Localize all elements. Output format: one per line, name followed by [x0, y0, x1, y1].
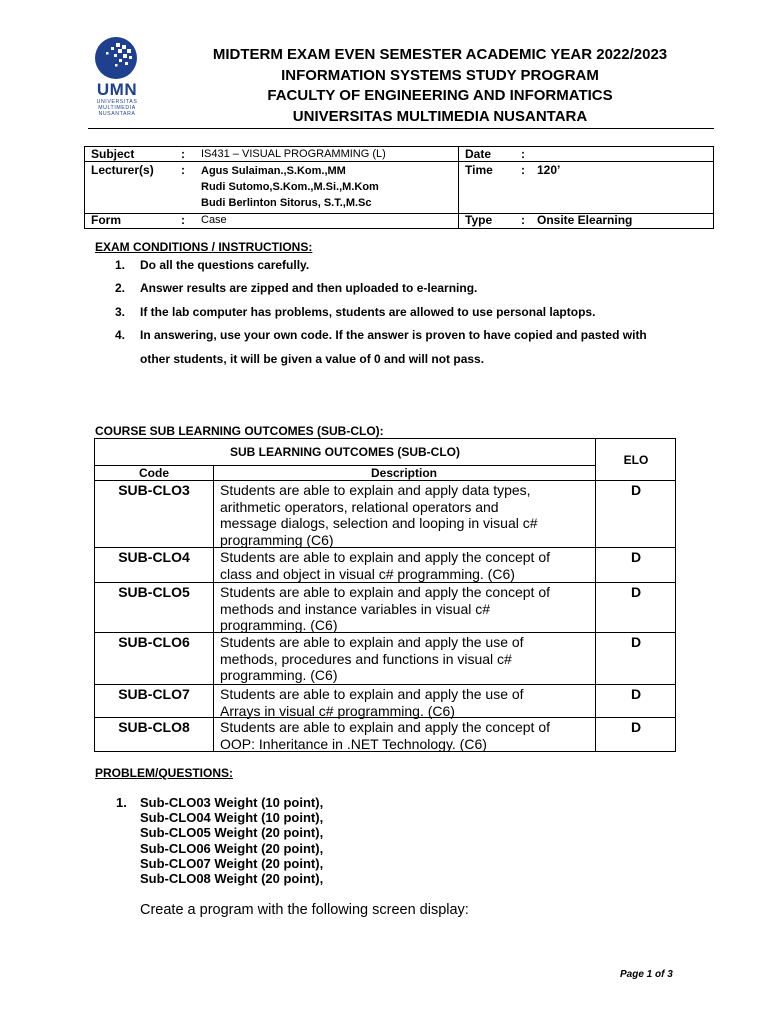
clo-description: Students are able to explain and apply the use of Arrays in visual c# programming. (C6): [220, 686, 524, 719]
info-column-divider: [458, 147, 459, 228]
clo-row-divider: [95, 582, 675, 583]
weight-line: Sub-CLO05 Weight (20 point),: [140, 825, 324, 840]
clo-heading: COURSE SUB LEARNING OUTCOMES (SUB-CLO):: [95, 424, 384, 438]
umn-logo: [88, 36, 146, 120]
time-label: Time: [465, 163, 493, 177]
logo-wordmark: UMN: [96, 80, 138, 99]
lecturers-label: Lecturer(s): [91, 163, 154, 177]
weight-line: Sub-CLO07 Weight (20 point),: [140, 856, 324, 871]
problems-heading: PROBLEM/QUESTIONS:: [95, 766, 234, 780]
clo-description: Students are able to explain and apply the use of methods, procedures and functions in visual c# programming. (C6): [220, 634, 524, 683]
clo-code: SUB-CLO4: [118, 549, 190, 565]
weight-line: Sub-CLO08 Weight (20 point),: [140, 871, 324, 886]
clo-code: SUB-CLO3: [118, 482, 190, 498]
clo-table: [94, 438, 676, 752]
description-column-header: Description: [370, 466, 437, 480]
type-value: Onsite Elearning: [537, 213, 633, 227]
clo-code: SUB-CLO5: [118, 584, 190, 600]
clo-elo: D: [630, 719, 642, 735]
clo-table-title: SUB LEARNING OUTCOMES (SUB-CLO): [230, 445, 460, 459]
clo-row-divider: [95, 480, 675, 481]
weight-line: Sub-CLO06 Weight (20 point),: [140, 841, 324, 856]
clo-row-divider: [95, 684, 675, 685]
colon: :: [181, 213, 185, 227]
exam-title: [170, 45, 710, 127]
clo-elo: D: [630, 482, 642, 498]
clo-code: SUB-CLO8: [118, 719, 190, 735]
info-row-divider: [85, 161, 713, 162]
weight-line: Sub-CLO04 Weight (10 point),: [140, 810, 324, 825]
umn-logo-mark-icon: [92, 36, 140, 80]
colon: :: [521, 213, 525, 227]
colon: :: [181, 147, 185, 161]
elo-column-header: ELO: [623, 453, 649, 467]
header-divider: [88, 128, 714, 129]
code-column-header: Code: [139, 466, 169, 480]
clo-description: Students are able to explain and apply the concept of methods and instance variables in visual c# programming. (C6): [220, 584, 551, 633]
subject-label: Subject: [91, 147, 135, 161]
question-prompt: Create a program with the following screen display:: [140, 902, 469, 918]
clo-code: SUB-CLO7: [118, 686, 190, 702]
clo-elo: D: [630, 634, 642, 650]
page-number: Page 1 of 3: [620, 969, 673, 980]
title-line: UNIVERSITAS MULTIMEDIA NUSANTARA: [292, 107, 588, 125]
logo-subtitle: UNIVERSITAS MULTIMEDIA NUSANTARA: [96, 99, 138, 117]
lecturer-name: Agus Sulaiman.,S.Kom.,MM: [201, 165, 346, 177]
colon: :: [521, 163, 525, 177]
question-number: 1.: [116, 795, 127, 810]
lecturer-name: Budi Berlinton Sitorus, S.T.,M.Sc: [201, 197, 372, 209]
time-value: 120’: [537, 163, 561, 177]
clo-description: Students are able to explain and apply the concept of class and object in visual c# programming. (C6): [220, 549, 551, 582]
exam-info-table: [84, 146, 714, 229]
lecturer-name: Rudi Sutomo,S.Kom.,M.Si.,M.Kom: [201, 181, 379, 193]
clo-description: Students are able to explain and apply the concept of OOP: Inheritance in .NET Technology. (C6): [220, 719, 551, 752]
clo-elo: D: [630, 584, 642, 600]
clo-code: SUB-CLO6: [118, 634, 190, 650]
title-line: FACULTY OF ENGINEERING AND INFORMATICS: [267, 87, 613, 104]
clo-elo: D: [630, 686, 642, 702]
form-label: Form: [91, 213, 121, 227]
title-line: MIDTERM EXAM EVEN SEMESTER ACADEMIC YEAR 2022/2023: [212, 46, 668, 63]
code-column-divider: [213, 465, 214, 751]
form-value: Case: [201, 214, 227, 226]
colon: :: [521, 147, 525, 161]
weight-line: Sub-CLO03 Weight (10 point),: [140, 795, 324, 810]
date-label: Date: [465, 147, 492, 161]
clo-description: Students are able to explain and apply data types, arithmetic operators, relational operators and message dialogs, selection and looping in visual c# programming (C6): [220, 482, 538, 548]
subject-value: IS431 – VISUAL PROGRAMMING (L): [201, 148, 386, 160]
instructions-heading: EXAM CONDITIONS / INSTRUCTIONS:: [95, 240, 313, 254]
type-label: Type: [465, 213, 493, 227]
clo-elo: D: [630, 549, 642, 565]
colon: :: [181, 163, 185, 177]
title-line: INFORMATION SYSTEMS STUDY PROGRAM: [281, 66, 599, 84]
